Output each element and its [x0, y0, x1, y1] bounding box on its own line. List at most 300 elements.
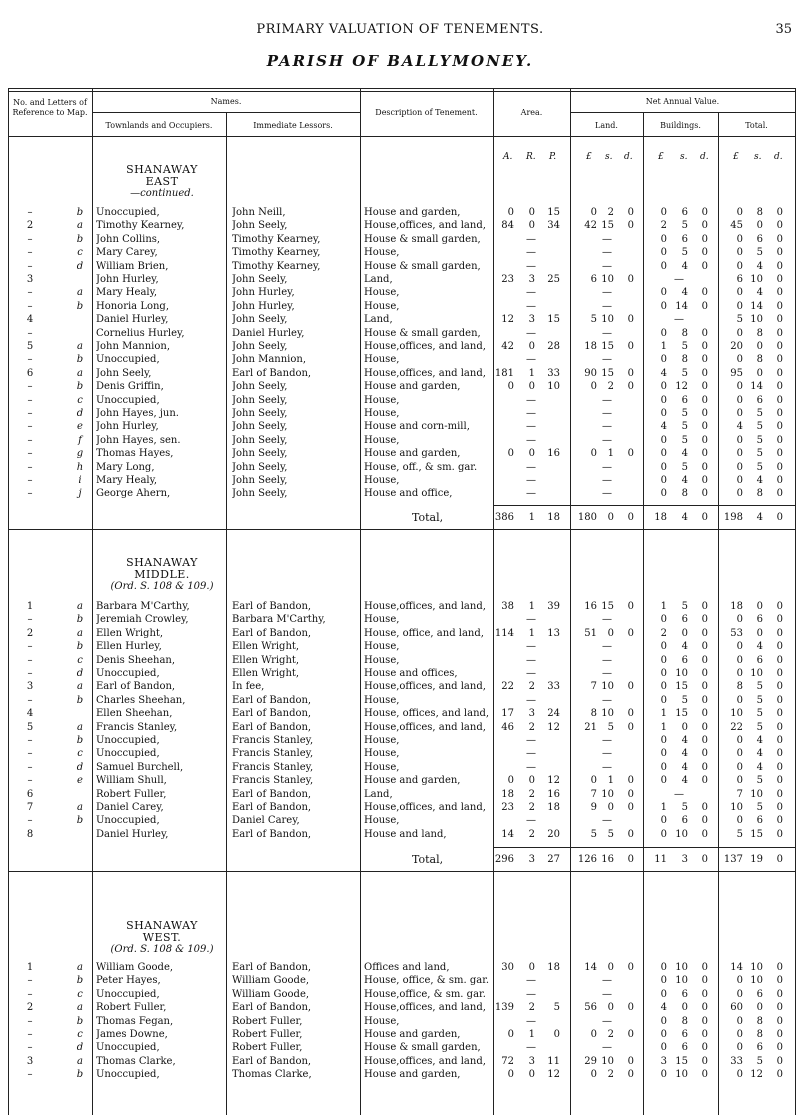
cell-total-s: 5: [756, 421, 763, 433]
cell-bld-l: 0: [660, 260, 667, 272]
cell-bld-l: —: [674, 788, 684, 800]
cell-bld-l: 0: [660, 475, 667, 486]
cell-land-l: 6: [590, 274, 597, 285]
tenement-description: House & small garden,: [364, 260, 481, 272]
tenement-description: House,offices, and land,: [364, 1055, 486, 1067]
cell-land-l: —: [602, 488, 612, 500]
tenement-description: House, off., & sm. gar.: [364, 461, 478, 473]
cell-bld-l: 0: [660, 287, 667, 299]
map-letter: f: [78, 434, 82, 446]
map-number: 8: [26, 828, 34, 840]
map-letter: d: [76, 668, 84, 679]
occupier: Daniel Hurley,: [96, 828, 169, 840]
cell-total-l: 0: [736, 815, 743, 827]
cell-area-p: 33: [547, 681, 560, 693]
cell-area-p: 24: [547, 708, 560, 720]
map-letter: g: [76, 448, 84, 460]
cell-area-a: 30: [501, 962, 514, 973]
col-description: Description of Tenement.: [375, 108, 478, 117]
cell-area-a: 84: [501, 220, 514, 232]
cell-land-l: —: [602, 260, 612, 272]
lessor: John Seely,: [232, 475, 288, 486]
cell-land-l: —: [602, 694, 612, 706]
cell-bld-l: 18: [654, 512, 667, 523]
lessor: John Seely,: [232, 220, 288, 232]
cell-total-s: 10: [750, 788, 763, 800]
cell-area-a: —: [526, 748, 536, 760]
cell-total-l: 0: [736, 694, 743, 706]
map-number: –: [27, 488, 33, 500]
cell-bld-s: 12: [675, 381, 688, 393]
cell-land-l: —: [602, 461, 612, 473]
map-letter: c: [77, 247, 83, 259]
unit-land-shillings: s.: [605, 152, 613, 162]
cell-land-d: 0: [627, 775, 634, 787]
cell-bld-s: 10: [675, 828, 688, 840]
cell-total-s: 5: [756, 434, 763, 446]
unit-bld-shillings: s.: [680, 152, 688, 162]
cell-total-s: 4: [756, 641, 763, 653]
cell-bld-d: 0: [701, 247, 708, 259]
cell-area-a: 72: [501, 1055, 514, 1067]
cell-bld-s: 5: [681, 367, 688, 379]
cell-total-s: 0: [756, 601, 763, 612]
total-rule-top: [493, 505, 795, 506]
cell-land-l: —: [602, 475, 612, 486]
cell-total-l: 5: [736, 314, 743, 326]
cell-bld-d: 0: [701, 260, 708, 272]
cell-bld-l: 0: [660, 461, 667, 473]
cell-total-d: 0: [776, 708, 783, 720]
total-rule-top: [493, 847, 795, 848]
table-top-rule-2: [8, 91, 795, 92]
table-row: [0, 394, 800, 407]
cell-total-s: 4: [756, 512, 763, 523]
cell-total-d: 0: [776, 220, 783, 232]
cell-bld-s: 6: [681, 1029, 688, 1040]
cell-bld-s: 8: [681, 327, 688, 339]
lessor: John Seely,: [232, 314, 288, 326]
cell-bld-d: 0: [701, 735, 708, 746]
tenement-description: House and offices,: [364, 668, 458, 679]
table-row: [0, 447, 800, 460]
cell-bld-l: 0: [660, 488, 667, 500]
table-row: [0, 1001, 800, 1014]
cell-area-a: 0: [507, 775, 514, 787]
tenement-description: House,: [364, 247, 400, 259]
lessor: Earl of Bandon,: [232, 721, 312, 733]
occupier: Samuel Burchell,: [96, 761, 184, 773]
cell-area-a: —: [526, 614, 536, 626]
table-row: [0, 828, 800, 841]
cell-land-l: —: [602, 641, 612, 653]
cell-bld-l: —: [674, 274, 684, 285]
cell-total-l: 0: [736, 975, 743, 987]
cell-bld-d: 0: [701, 448, 708, 460]
total-row: [0, 853, 800, 866]
table-row: [0, 487, 800, 500]
cell-area-a: 139: [494, 1002, 514, 1014]
cell-land-d: 0: [627, 721, 634, 733]
cell-total-d: 0: [776, 1002, 783, 1014]
cell-area-a: 23: [501, 802, 514, 813]
cell-land-d: 0: [627, 1055, 634, 1067]
cell-bld-d: 0: [701, 220, 708, 232]
cell-area-a: —: [526, 668, 536, 679]
cell-bld-s: 8: [681, 354, 688, 366]
tenement-description: House,offices, and land,: [364, 601, 486, 612]
townland-name: SHANAWAY: [126, 556, 198, 569]
cell-total-s: 5: [756, 1055, 763, 1067]
cell-land-l: 29: [584, 1055, 597, 1067]
map-number: 1: [26, 962, 34, 973]
cell-area-a: —: [526, 300, 536, 312]
cell-bld-s: 6: [681, 988, 688, 1000]
cell-bld-d: 0: [701, 488, 708, 500]
map-letter: j: [78, 488, 82, 500]
cell-total-s: 8: [756, 207, 763, 218]
tenement-description: House,: [364, 815, 400, 827]
cell-land-l: —: [602, 654, 612, 666]
map-number: –: [27, 207, 33, 218]
map-letter: a: [77, 962, 83, 973]
map-number: –: [27, 354, 33, 366]
map-letter: h: [76, 461, 84, 473]
cell-total-d: 0: [776, 788, 783, 800]
cell-land-d: 0: [627, 220, 634, 232]
cell-land-s: 15: [601, 601, 614, 612]
map-letter: a: [77, 721, 83, 733]
cell-land-l: —: [602, 748, 612, 760]
occupier: Thomas Hayes,: [96, 448, 174, 460]
cell-bld-l: 1: [660, 708, 667, 720]
townland-division: WEST.: [142, 931, 182, 944]
cell-bld-d: 0: [701, 394, 708, 406]
page-number: 35: [775, 22, 792, 37]
cell-total-s: 5: [756, 694, 763, 706]
cell-total-s: 5: [756, 721, 763, 733]
cell-bld-l: 0: [660, 394, 667, 406]
cell-bld-l: 0: [660, 381, 667, 393]
cell-total-d: 0: [776, 381, 783, 393]
table-row: [0, 300, 800, 313]
cell-area-p: 27: [547, 854, 560, 865]
cell-area-p: 15: [547, 207, 560, 218]
cell-area-a: —: [526, 394, 536, 406]
cell-land-l: 5: [590, 314, 597, 326]
townland-heading: [92, 164, 232, 200]
cell-land-d: 0: [627, 381, 634, 393]
map-letter: a: [77, 367, 83, 379]
cell-total-s: 8: [756, 1029, 763, 1040]
tenement-description: House, office, and land,: [364, 627, 484, 639]
table-row: [0, 1068, 800, 1081]
map-letter: b: [76, 735, 84, 746]
occupier: Unoccupied,: [96, 1042, 160, 1054]
map-number: –: [27, 461, 33, 473]
cell-land-l: 0: [590, 448, 597, 460]
cell-land-s: 15: [601, 341, 614, 352]
cell-total-d: 0: [776, 421, 783, 433]
lessor: Robert Fuller,: [232, 1015, 303, 1027]
cell-total-s: 6: [756, 988, 763, 1000]
occupier: Ellen Hurley,: [96, 641, 162, 653]
cell-land-s: 16: [601, 854, 614, 865]
tenement-description: Land,: [364, 314, 393, 326]
cell-area-a: 0: [507, 207, 514, 218]
cell-land-l: —: [602, 394, 612, 406]
cell-total-s: 8: [756, 488, 763, 500]
cell-area-r: 3: [528, 708, 535, 720]
lessor: Barbara M'Carthy,: [232, 614, 326, 626]
townland-heading: [92, 920, 232, 956]
cell-area-a: 23: [501, 274, 514, 285]
cell-total-d: 0: [776, 735, 783, 746]
cell-total-d: 0: [776, 681, 783, 693]
cell-total-l: 0: [736, 207, 743, 218]
cell-bld-d: 0: [701, 721, 708, 733]
map-letter: c: [77, 654, 83, 666]
map-letter: a: [77, 627, 83, 639]
cell-total-l: 60: [730, 1002, 743, 1014]
cell-total-d: 0: [776, 260, 783, 272]
table-row: [0, 961, 800, 974]
cell-bld-l: 0: [660, 448, 667, 460]
cell-total-l: 0: [736, 475, 743, 486]
cell-bld-s: 0: [681, 627, 688, 639]
cell-total-l: 10: [730, 708, 743, 720]
map-letter: e: [77, 421, 83, 433]
cell-total-d: 0: [776, 748, 783, 760]
cell-bld-d: 0: [701, 1042, 708, 1054]
table-row: [0, 747, 800, 760]
unit-roods: R.: [526, 152, 536, 162]
cell-area-p: 33: [547, 367, 560, 379]
cell-bld-l: 2: [660, 627, 667, 639]
cell-bld-s: 3: [681, 854, 688, 865]
occupier: Unoccupied,: [96, 354, 160, 366]
cell-total-d: 0: [776, 815, 783, 827]
cell-area-p: 12: [547, 775, 560, 787]
cell-area-r: 3: [528, 1055, 535, 1067]
col-total: Total.: [745, 121, 768, 130]
map-letter: b: [76, 1069, 84, 1081]
cell-total-s: 5: [756, 708, 763, 720]
cell-area-a: 114: [494, 627, 514, 639]
cell-bld-s: 5: [681, 461, 688, 473]
occupier: Unoccupied,: [96, 1069, 160, 1081]
table-row: [0, 761, 800, 774]
table-row: [0, 1028, 800, 1041]
cell-bld-d: 0: [701, 601, 708, 612]
map-number: –: [27, 408, 33, 419]
map-letter: a: [77, 1002, 83, 1014]
lessor: Francis Stanley,: [232, 735, 314, 746]
cell-total-s: 14: [750, 381, 763, 393]
map-letter: i: [78, 475, 82, 486]
cell-total-d: 0: [776, 614, 783, 626]
cell-area-a: —: [526, 975, 536, 987]
cell-land-s: 10: [601, 274, 614, 285]
cell-total-l: 0: [736, 1069, 743, 1081]
table-row: [0, 313, 800, 326]
table-row: [0, 694, 800, 707]
occupier: Earl of Bandon,: [96, 681, 176, 693]
map-letter: b: [76, 381, 84, 393]
townland-name: SHANAWAY: [126, 163, 198, 176]
cell-total-d: 0: [776, 1042, 783, 1054]
map-number: –: [27, 748, 33, 760]
cell-bld-l: 0: [660, 828, 667, 840]
cell-bld-s: 4: [681, 448, 688, 460]
lessor: Timothy Kearney,: [232, 247, 321, 259]
tenement-description: House and garden,: [364, 1069, 461, 1081]
map-letter: a: [77, 220, 83, 232]
lessor: John Seely,: [232, 421, 288, 433]
cell-area-a: —: [526, 354, 536, 366]
map-letter: b: [76, 614, 84, 626]
cell-area-r: 2: [528, 1002, 535, 1014]
cell-area-p: 10: [547, 381, 560, 393]
cell-total-d: 0: [776, 854, 783, 865]
lessor: Earl of Bandon,: [232, 1002, 312, 1014]
cell-area-p: 18: [547, 512, 560, 523]
cell-area-a: —: [526, 260, 536, 272]
cell-area-p: 16: [547, 448, 560, 460]
cell-bld-s: 5: [681, 601, 688, 612]
tenement-description: House,: [364, 394, 400, 406]
cell-area-a: —: [526, 988, 536, 1000]
cell-bld-l: 0: [660, 354, 667, 366]
cell-total-d: 0: [776, 988, 783, 1000]
cell-area-a: 18: [501, 788, 514, 800]
cell-area-p: 18: [547, 802, 560, 813]
lessor: John Hurley,: [232, 287, 295, 299]
cell-land-d: 0: [627, 962, 634, 973]
table-row: [0, 788, 800, 801]
map-number: 3: [26, 274, 34, 285]
tenement-description: House,: [364, 408, 400, 419]
cell-bld-l: 0: [660, 434, 667, 446]
cell-bld-l: 0: [660, 327, 667, 339]
cell-bld-l: 0: [660, 1042, 667, 1054]
lessor: Ellen Wright,: [232, 641, 300, 653]
cell-bld-s: 6: [681, 614, 688, 626]
cell-bld-l: 0: [660, 748, 667, 760]
occupier: Denis Sheehan,: [96, 654, 176, 666]
table-row: [0, 774, 800, 787]
table-row: [0, 1055, 800, 1068]
lessor: Robert Fuller,: [232, 1042, 303, 1054]
cell-total-d: 0: [776, 475, 783, 486]
lessor: Robert Fuller,: [232, 1029, 303, 1040]
cell-total-l: 0: [736, 988, 743, 1000]
cell-area-a: —: [526, 408, 536, 419]
cell-area-p: 12: [547, 721, 560, 733]
occupier: John Mannion,: [96, 341, 171, 352]
total-row: [0, 511, 800, 524]
cell-total-d: 0: [776, 394, 783, 406]
lessor: Timothy Kearney,: [232, 260, 321, 272]
cell-total-d: 0: [776, 654, 783, 666]
cell-bld-l: 0: [660, 815, 667, 827]
cell-total-s: 5: [756, 802, 763, 813]
map-letter: d: [76, 408, 84, 419]
cell-land-l: —: [602, 988, 612, 1000]
map-number: 2: [26, 1002, 34, 1014]
cell-bld-l: 0: [660, 694, 667, 706]
map-number: –: [27, 641, 33, 653]
cell-bld-d: 0: [701, 327, 708, 339]
cell-land-d: 0: [627, 1029, 634, 1040]
tenement-description: House,: [364, 748, 400, 760]
cell-land-d: 0: [627, 207, 634, 218]
tenement-description: House and office,: [364, 488, 453, 500]
cell-bld-l: 0: [660, 654, 667, 666]
cell-total-s: 12: [750, 1069, 763, 1081]
table-row: [0, 721, 800, 734]
cell-total-s: 5: [756, 408, 763, 419]
cell-land-s: 2: [607, 381, 614, 393]
lessor: Francis Stanley,: [232, 748, 314, 760]
cell-area-a: —: [526, 654, 536, 666]
cell-bld-l: 0: [660, 233, 667, 245]
cell-area-a: 0: [507, 381, 514, 393]
cell-land-l: —: [602, 287, 612, 299]
lessor: In fee,: [232, 681, 265, 693]
cell-area-a: 14: [501, 828, 514, 840]
cell-bld-s: 6: [681, 233, 688, 245]
cell-bld-l: 1: [660, 601, 667, 612]
cell-area-a: 22: [501, 681, 514, 693]
cell-area-p: 25: [547, 274, 560, 285]
tenement-description: House,: [364, 654, 400, 666]
lessor: Earl of Bandon,: [232, 828, 312, 840]
cell-bld-s: 4: [681, 735, 688, 746]
cell-total-d: 0: [776, 1029, 783, 1040]
cell-land-s: 0: [607, 512, 614, 523]
lessor: John Seely,: [232, 274, 288, 285]
cell-area-p: 39: [547, 601, 560, 612]
map-letter: d: [76, 1042, 84, 1054]
cell-bld-s: 10: [675, 1069, 688, 1081]
lessor: Daniel Carey,: [232, 815, 300, 827]
cell-total-d: 0: [776, 287, 783, 299]
col-townlands: Townlands and Occupiers.: [105, 121, 213, 130]
map-letter: c: [77, 988, 83, 1000]
lessor: Francis Stanley,: [232, 761, 314, 773]
cell-land-l: 7: [590, 788, 597, 800]
cell-bld-l: 0: [660, 775, 667, 787]
tenement-description: House,: [364, 641, 400, 653]
cell-area-p: 28: [547, 341, 560, 352]
cell-total-l: 53: [730, 627, 743, 639]
cell-total-d: 0: [776, 314, 783, 326]
cell-bld-s: 6: [681, 394, 688, 406]
cell-land-l: 56: [584, 1002, 597, 1014]
cell-bld-d: 0: [701, 233, 708, 245]
cell-area-p: 15: [547, 314, 560, 326]
lessor: John Seely,: [232, 408, 288, 419]
cell-area-r: 1: [528, 512, 535, 523]
cell-area-a: —: [526, 327, 536, 339]
cell-total-s: 6: [756, 394, 763, 406]
cell-total-s: 4: [756, 761, 763, 773]
cell-area-r: 1: [528, 601, 535, 612]
occupier: James Downe,: [96, 1029, 168, 1040]
cell-total-d: 0: [776, 721, 783, 733]
cell-bld-d: 0: [701, 1015, 708, 1027]
